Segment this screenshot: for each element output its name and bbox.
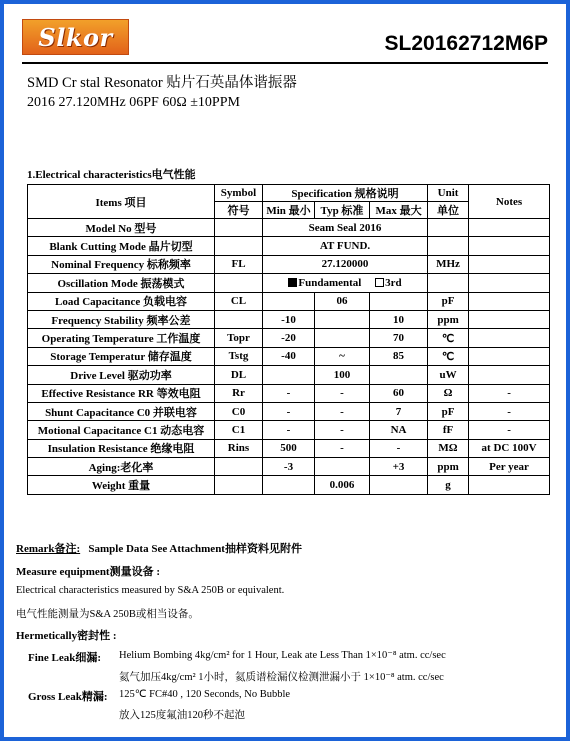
row-unit: fF [428,421,469,439]
row-item: Weight 重量 [28,476,215,494]
row-item: Motional Capacitance C1 动态电容 [28,421,215,439]
table-row [28,421,550,439]
row-unit: pF [428,292,469,310]
row-min [263,292,315,310]
row-value: 27.120000 [263,255,428,273]
row-typ: - [315,384,370,402]
row-max: 70 [370,329,428,347]
row-typ: 100 [315,366,370,384]
header-symbol: Symbol [215,185,263,202]
row-max: - [370,439,428,457]
row-min: -3 [263,458,315,476]
row-unit: ℃ [428,329,469,347]
table-row [28,476,550,494]
row-item: Oscillation Mode 振荡模式 [28,274,215,292]
row-typ: ~ [315,347,370,365]
header-items: Items 项目 [28,185,215,219]
remark-label: Remark备注: [16,543,81,555]
row-item: Model No 型号 [28,219,215,237]
row-max: 60 [370,384,428,402]
row-min: - [263,421,315,439]
table-row [28,237,550,255]
product-summary: 2016 27.120MHz 06PF 60Ω ±10PPM [27,95,240,110]
table-row [28,402,550,420]
row-item: Nominal Frequency 标称频率 [28,255,215,273]
row-unit: ppm [428,310,469,328]
row-max: 10 [370,310,428,328]
row-value: Seam Seal 2016 [263,219,428,237]
gross-leak-cn: 放入125度氟油120秒不起泡 [119,710,245,721]
row-min: -20 [263,329,315,347]
row-typ: 06 [315,292,370,310]
row-symbol: Tstg [215,347,263,365]
row-min: -40 [263,347,315,365]
electrical-spec-table [27,184,550,495]
row-typ [315,458,370,476]
row-unit: ℃ [428,347,469,365]
row-max [370,292,428,310]
row-item: Frequency Stability 频率公差 [28,310,215,328]
table-row [28,439,550,457]
unchecked-box-icon [375,278,384,287]
row-notes [469,347,550,365]
row-typ: 0.006 [315,476,370,494]
header-min: Min 最小 [263,202,315,219]
row-typ: - [315,421,370,439]
row-notes [469,310,550,328]
measure-equipment-en: Electrical characteristics measured by S&A 250B or equivalent. [16,585,285,596]
row-notes: - [469,402,550,420]
table-row [28,255,550,273]
row-typ [315,329,370,347]
gross-leak-label: Gross Leak精漏: [28,691,108,703]
row-notes: - [469,421,550,439]
row-symbol [215,476,263,494]
row-typ: - [315,402,370,420]
hermetic-label: Hermetically密封性 : [16,630,117,642]
table-row [28,310,550,328]
row-max: 85 [370,347,428,365]
fine-leak-label: Fine Leak细漏: [28,652,102,664]
row-max: 7 [370,402,428,420]
row-typ: - [315,439,370,457]
table-row [28,366,550,384]
product-title: SMD Cr stal Resonator 贴片石英晶体谐振器 [27,75,297,91]
third-overtone-label: 3rd [385,276,402,289]
row-max: +3 [370,458,428,476]
row-unit: MΩ [428,439,469,457]
row-item: Aging:老化率 [28,458,215,476]
row-symbol [215,310,263,328]
row-min: - [263,402,315,420]
table-header-row [28,185,550,202]
header-max: Max 最大 [370,202,428,219]
row-unit: uW [428,366,469,384]
header-divider [22,62,548,64]
row-notes [469,329,550,347]
row-symbol: Rins [215,439,263,457]
row-item: Blank Cutting Mode 晶片切型 [28,237,215,255]
table-row [28,292,550,310]
row-notes [469,476,550,494]
header-unit-cn: 单位 [428,202,469,219]
slkor-logo [22,19,129,55]
row-notes: Per year [469,458,550,476]
table-row [28,384,550,402]
row-value: AT FUND. [263,237,428,255]
row-min: -10 [263,310,315,328]
row-notes: at DC 100V [469,439,550,457]
header-unit: Unit [428,185,469,202]
row-min [263,366,315,384]
row-symbol: DL [215,366,263,384]
fine-leak-en: Helium Bombing 4kg/cm² for 1 Hour, Leak ate Less Than 1×10⁻⁸ atm. cc/sec [119,650,446,661]
table-row [28,329,550,347]
row-max [370,366,428,384]
row-unit: pF [428,402,469,420]
row-typ [315,310,370,328]
row-notes [469,366,550,384]
row-item: Operating Temperature 工作温度 [28,329,215,347]
header-typ: Typ 标准 [315,202,370,219]
part-number: SL20162712M6P [384,32,548,55]
row-symbol: CL [215,292,263,310]
row-unit: MHz [428,255,469,273]
row-min: - [263,384,315,402]
header-notes: Notes [469,185,550,219]
row-unit: g [428,476,469,494]
row-symbol: C0 [215,402,263,420]
row-min [263,476,315,494]
row-symbol: FL [215,255,263,273]
row-item: Effective Resistance RR 等效电阻 [28,384,215,402]
oscillation-mode-options [263,274,428,292]
row-symbol: C1 [215,421,263,439]
row-notes [469,292,550,310]
table-row [28,219,550,237]
header-symbol-cn: 符号 [215,202,263,219]
row-max [370,476,428,494]
fine-leak-cn: 氦气加压4kg/cm² 1小时，氦质谱检漏仪检测泄漏小于 1×10⁻⁸ atm. cc/sec [119,672,444,683]
row-symbol [215,458,263,476]
measure-equipment-label: Measure equipment测量设备 : [16,566,161,578]
gross-leak-en: 125℃ FC#40 , 120 Seconds, No Bubble [119,689,291,700]
row-item: Drive Level 驱动功率 [28,366,215,384]
row-unit: Ω [428,384,469,402]
remark-text: Sample Data See Attachment抽样资料见附件 [88,543,302,555]
row-item: Insulation Resistance 绝缘电阻 [28,439,215,457]
logo-text: Slkor [38,22,113,52]
row-notes: - [469,384,550,402]
row-min: 500 [263,439,315,457]
measure-equipment-cn: 电气性能测量为S&A 250B或相当设备。 [16,609,199,620]
row-unit: ppm [428,458,469,476]
section-title: 1.Electrical characteristics电气性能 [27,169,196,181]
row-symbol: Topr [215,329,263,347]
table-row [28,347,550,365]
row-item: Load Capacitance 负载电容 [28,292,215,310]
row-symbol: Rr [215,384,263,402]
row-item: Shunt Capacitance C0 并联电容 [28,402,215,420]
remark-line [16,540,302,556]
checked-box-icon [288,278,297,287]
row-max: NA [370,421,428,439]
row-item: Storage Temperatur 储存温度 [28,347,215,365]
table-row [28,274,550,292]
table-row [28,458,550,476]
header-specification: Specification 规格说明 [263,185,428,202]
fundamental-label: Fundamental [298,276,362,289]
